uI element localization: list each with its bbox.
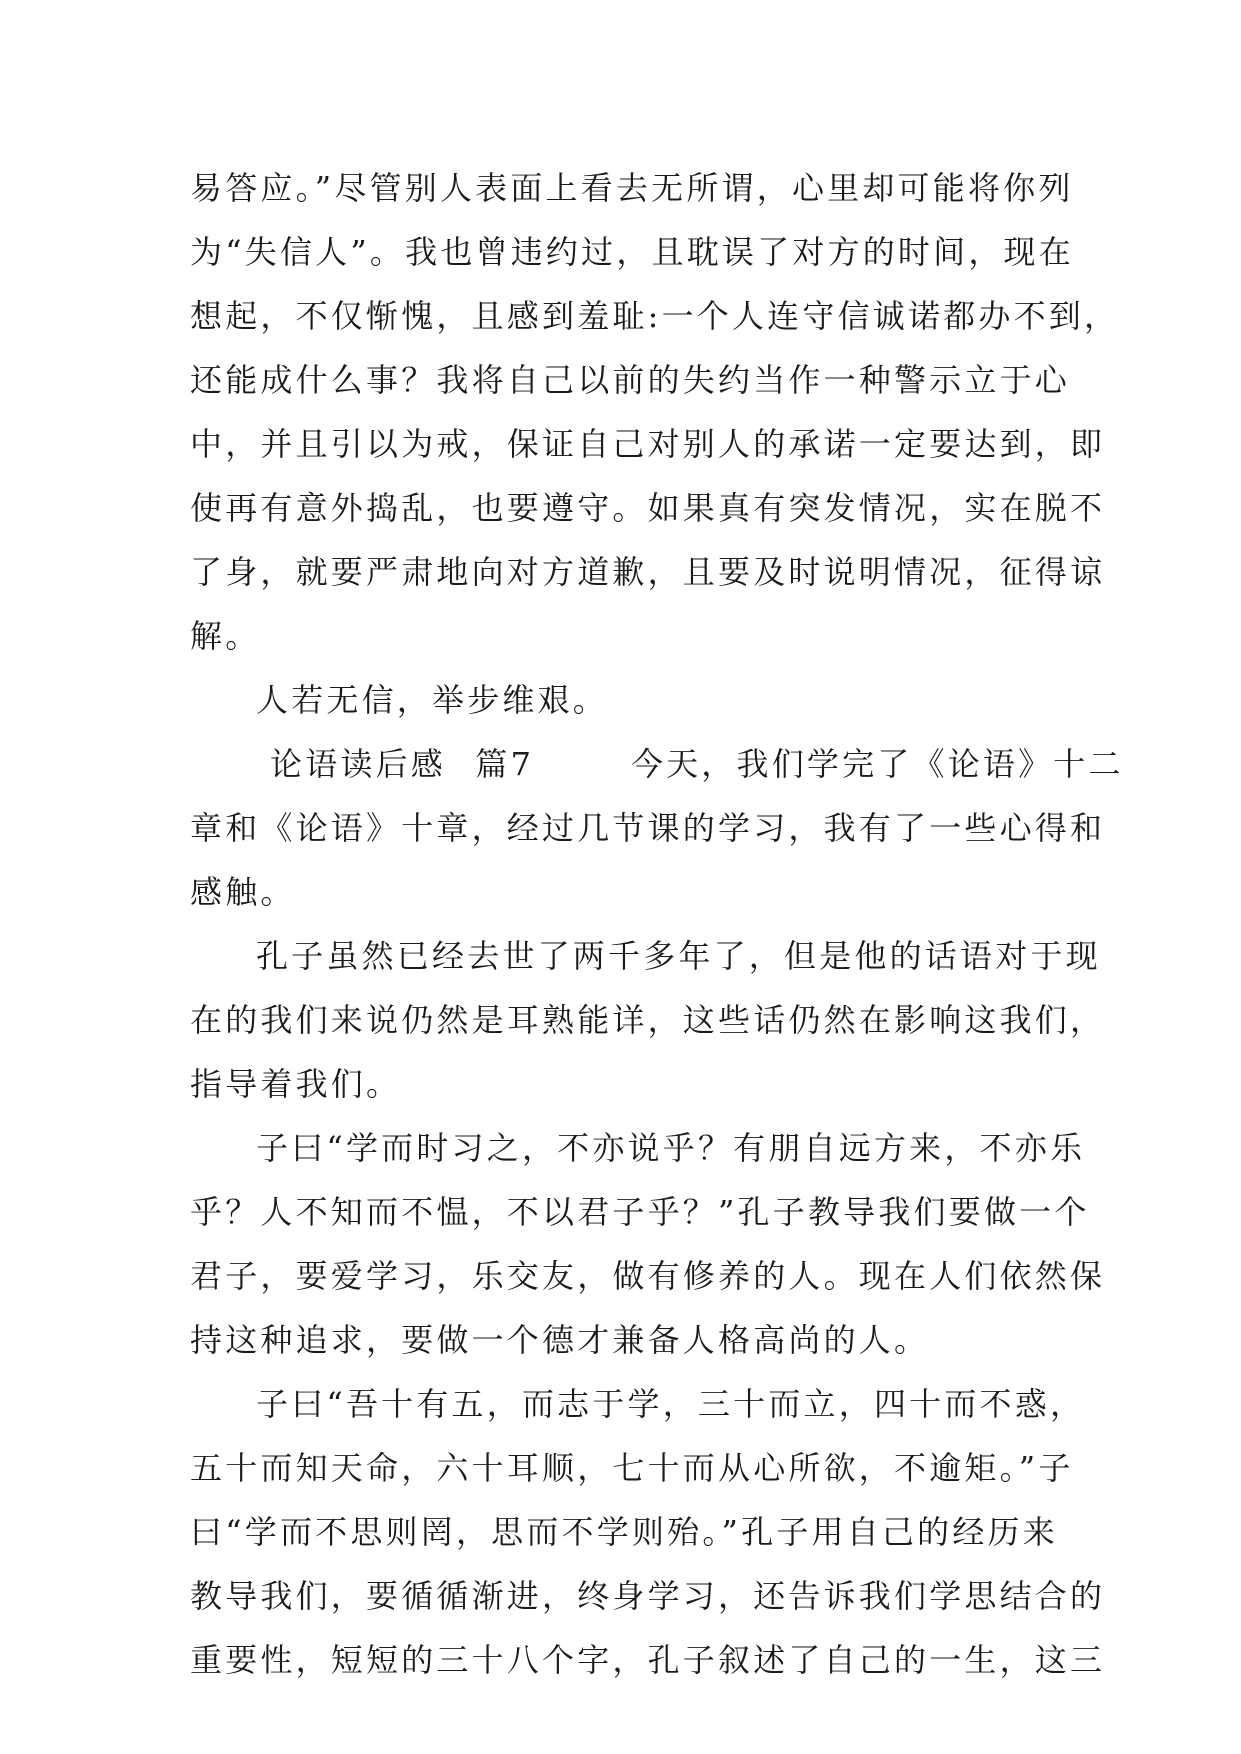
section-heading-line	[190, 732, 1124, 796]
document-body	[190, 156, 1124, 1692]
text-line: 五十而知天命，六十耳顺，七十而从心所欲，不逾矩。”子	[190, 1449, 1074, 1487]
text-line: 曰“学而不思则罔，思而不学则殆。”孔子用自己的经历来	[190, 1513, 1058, 1551]
section-title: 论语读后感	[270, 745, 447, 783]
text-line: 想起，不仅惭愧，且感到羞耻:一个人连守信诚诺都办不到，	[190, 297, 1120, 335]
text-line: 解。	[190, 617, 261, 655]
text-line: 教导我们，要循循渐进，终身学习，还告诉我们学思结合的	[190, 1577, 1106, 1615]
text-line: 章和《论语》十章，经过几节课的学习，我有了一些心得和	[190, 809, 1106, 847]
text-line: 乎？人不知而不愠，不以君子乎？”孔子教导我们要做一个	[190, 1193, 1090, 1231]
paragraph-line: 孔子虽然已经去世了两千多年了，但是他的话语对于现	[256, 937, 1101, 975]
section-number: 篇7	[475, 745, 535, 783]
text-line: 在的我们来说仍然是耳熟能详，这些话仍然在影响这我们，	[190, 1001, 1106, 1039]
section-first-line: 今天，我们学完了《论语》十二	[630, 745, 1124, 783]
text-line: 了身，就要严肃地向对方道歉，且要及时说明情况，征得谅	[190, 553, 1106, 591]
text-line: 持这种追求，要做一个德才兼备人格高尚的人。	[190, 1321, 930, 1359]
paragraph-line: 子曰“学而时习之，不亦说乎？有朋自远方来，不亦乐	[256, 1129, 1086, 1167]
text-line: 还能成什么事？我将自己以前的失约当作一种警示立于心	[190, 361, 1071, 399]
text-line: 易答应。”尽管别人表面上看去无所谓，心里却可能将你列	[190, 169, 1074, 207]
paragraph-line: 子曰“吾十有五，而志于学，三十而立，四十而不惑，	[256, 1385, 1086, 1423]
text-line: 重要性，短短的三十八个字，孔子叙述了自己的一生，这三	[190, 1641, 1106, 1679]
text-line: 中，并且引以为戒，保证自己对别人的承诺一定要达到，即	[190, 425, 1106, 463]
text-line: 为“失信人”。我也曾违约过，且耽误了对方的时间，现在	[190, 233, 1074, 271]
text-line: 君子，要爱学习，乐交友，做有修养的人。现在人们依然保	[190, 1257, 1106, 1295]
paragraph-line: 人若无信，举步维艰。	[256, 681, 609, 719]
text-line: 感触。	[190, 873, 296, 911]
text-line: 指导着我们。	[190, 1065, 402, 1103]
text-line: 使再有意外捣乱，也要遵守。如果真有突发情况，实在脱不	[190, 489, 1106, 527]
